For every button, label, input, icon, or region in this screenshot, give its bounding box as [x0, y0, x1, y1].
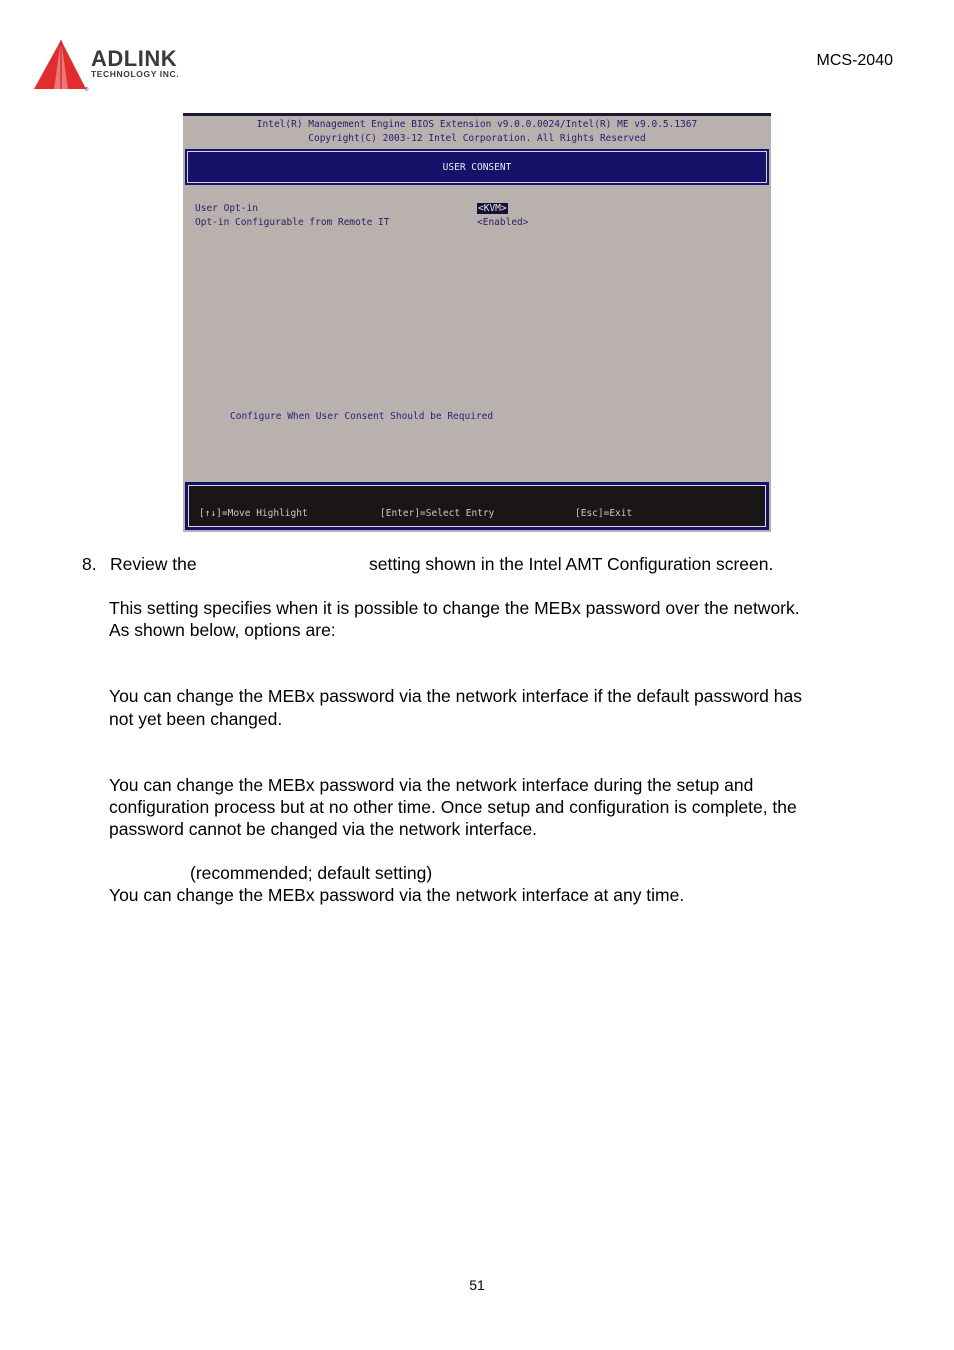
logo-wordmark: ADLINK — [91, 46, 178, 71]
bios-top-border — [183, 113, 771, 116]
adlink-triangle-logo-icon — [34, 38, 90, 92]
svg-text:®: ® — [84, 87, 89, 92]
page-number: 51 — [469, 1277, 485, 1293]
option-user-opt-in-label[interactable]: User Opt-in — [195, 203, 258, 214]
bios-title-bar — [185, 149, 769, 185]
bios-footer-bar — [185, 482, 769, 530]
model-number: MCS-2040 — [816, 52, 893, 69]
footer-move-hint: [↑↓]=Move Highlight — [199, 508, 308, 519]
bios-title: USER CONSENT — [187, 151, 767, 183]
bios-screenshot — [183, 113, 771, 532]
footer-select-hint: [Enter]=Select Entry — [380, 508, 495, 519]
option2-line1: You can change the MEBx password via the network interface during the setup and — [109, 775, 754, 795]
para1-line2: As shown below, options are: — [109, 620, 336, 640]
highlighted-value[interactable]: <KVM> — [478, 203, 507, 214]
footer-exit-hint: [Esc]=Exit — [575, 508, 633, 519]
option1-line1: You can change the MEBx password via the network interface if the default password has — [109, 686, 802, 706]
step-number: 8. — [82, 554, 97, 574]
option3-note: (recommended; default setting) — [190, 863, 433, 883]
bios-help-text: Configure When User Consent Should be Required — [230, 411, 494, 422]
bios-copyright-line: Copyright(C) 2003-12 Intel Corporation. All Rights Reserved — [308, 133, 646, 144]
logo-subtitle: TECHNOLOGY INC. — [91, 69, 180, 79]
option-opt-in-remote-label[interactable]: Opt-in Configurable from Remote IT — [195, 217, 390, 228]
option2-line2: configuration process but at no other time. Once setup and configuration is complete, the — [109, 797, 797, 817]
para1-line1: This setting specifies when it is possible to change the MEBx password over the network. — [109, 598, 800, 618]
option1-line2: not yet been changed. — [109, 709, 283, 729]
option-opt-in-remote-value[interactable]: <Enabled> — [477, 217, 529, 228]
step-text-post: setting shown in the Intel AMT Configuration screen. — [369, 554, 774, 574]
bios-footer — [188, 485, 766, 527]
option-user-opt-in-value[interactable] — [477, 203, 508, 214]
option2-line3: password cannot be changed via the network interface. — [109, 819, 538, 839]
bios-version-line: Intel(R) Management Engine BIOS Extension v9.0.0.0024/Intel(R) ME v9.0.5.1367 — [256, 119, 698, 130]
adlink-logo — [34, 38, 204, 92]
option3-line1: You can change the MEBx password via the network interface at any time. — [109, 885, 685, 905]
step-text-pre: Review the — [110, 554, 197, 574]
